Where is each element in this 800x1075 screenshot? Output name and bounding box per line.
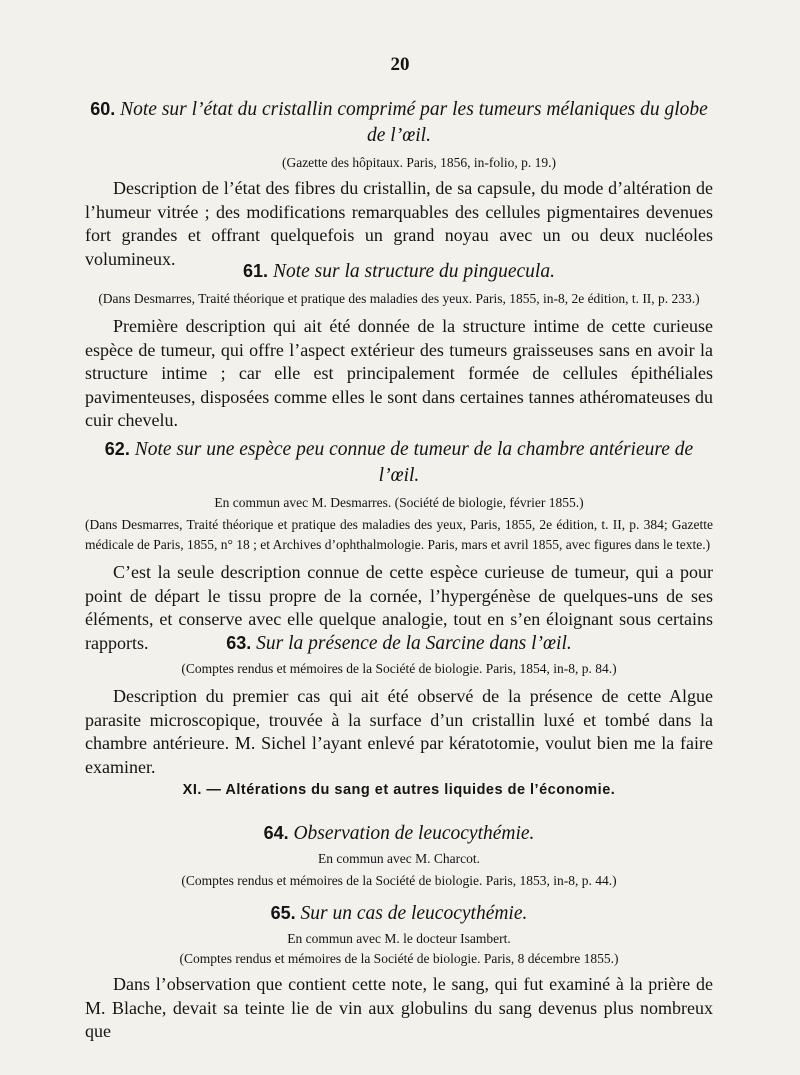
entry-heading [85,820,713,847]
entry-number: 65. [270,903,296,923]
entry-62 [85,436,713,655]
entry-body: Dans l’observation que contient cette note, le sang, qui fut examiné à la prière de M. Blache, devait sa teinte lie de vin aux globulins du sang devenus plus nombreux que [85,974,713,1041]
entry-reference: (Dans Desmarres, Traité théorique et pratique des maladies des yeux. Paris, 1855, in-8, 2e édition, t. II, p. 233.) [98,291,700,306]
entry-number: 60. [90,99,116,119]
entry-reference: (Comptes rendus et mémoires de la Société de biologie. Paris, 1853, in-8, p. 44.) [181,873,617,888]
entry-heading [85,96,713,149]
entry-61 [85,258,713,433]
entry-title: Observation de leucocythémie. [293,823,535,844]
entry-body: Description de l’état des fibres du cristallin, de sa capsule, du mode d’altération de l’humeur vitrée ; des modifications remarquables des cellules pigmentaires devenues fort grandes et offrant quelquefois un grand noyau avec un ou deux nucléoles volumineux. [85,178,713,269]
entry-title: Note sur l’état du cristallin comprimé par les tumeurs mélaniques du globe de l’œil. [120,99,708,146]
entry-title: Note sur une espèce peu connue de tumeur de la chambre antérieure de l’œil. [134,439,694,486]
entry-heading [85,258,713,285]
entry-reference: (Comptes rendus et mémoires de la Société de biologie. Paris, 8 décembre 1855.) [179,951,619,966]
entry-body: C’est la seule description connue de cette espèce curieuse de tumeur, qui a pour point de départ le tissu propre de la cornée, l’hypergénèse de quelques-uns de ses éléments, et conserve avec elle quelque analogie, tout en s’en éloignant sous certains rapports. [85,562,713,653]
entry-number: 63. [226,633,252,653]
entry-heading [85,436,713,489]
entry-63 [85,630,713,779]
entry-collaboration: En commun avec M. Charcot. [318,851,480,866]
entry-number: 61. [243,261,269,281]
entry-body: Première description qui ait été donnée de la structure intime de cette curieuse espèce de tumeur, qui offre l’aspect extérieur des tumeurs graisseuses sans en avoir la structure intime ; car elle est principalement formée de cellules épithéliales pavimenteuses, disposées comme elles le sont dans certaines tannes athéromateuses du cuir chevelu. [85,316,713,430]
page-number: 20 [390,54,410,75]
entry-title: Note sur la structure du pinguecula. [272,261,555,282]
entry-reference: (Gazette des hôpitaux. Paris, 1856, in-folio, p. 19.) [281,155,557,170]
entry-title: Sur la présence de la Sarcine dans l’œil. [256,633,572,654]
entry-collaboration: En commun avec M. le docteur Isambert. [287,931,511,946]
entry-body: Description du premier cas qui ait été observé de la présence de cette Algue parasite microscopique, trouvée à la surface d’un cristallin luxé et tombé dans la chambre antérieure. M. Sichel l’ayant enlevé par kératotomie, voulut bien me la faire examiner. [85,686,713,777]
section-xi [85,782,713,798]
entry-reference: (Dans Desmarres, Traité théorique et pratique des maladies des yeux, Paris, 1855, 2e édition, t. II, p. 384; Gazette médicale de Paris, 1855, n° 18 ; et Archives d’ophthalmologie. Paris, mars et avril 1855, avec figures dans le texte.) [85,517,713,552]
entry-64 [85,820,713,891]
entry-65 [85,900,713,1044]
entry-heading [85,630,713,657]
entry-reference: (Comptes rendus et mémoires de la Société de biologie. Paris, 1854, in-8, p. 84.) [181,661,617,676]
section-heading: XI. — Altérations du sang et autres liquides de l’économie. [182,782,616,798]
entry-collaboration: En commun avec M. Desmarres. (Société de biologie, février 1855.) [214,495,584,510]
entry-number: 64. [263,823,289,843]
entry-heading [85,900,713,927]
entry-60 [85,96,713,271]
entry-number: 62. [104,439,130,459]
entry-title: Sur un cas de leucocythémie. [300,903,528,924]
